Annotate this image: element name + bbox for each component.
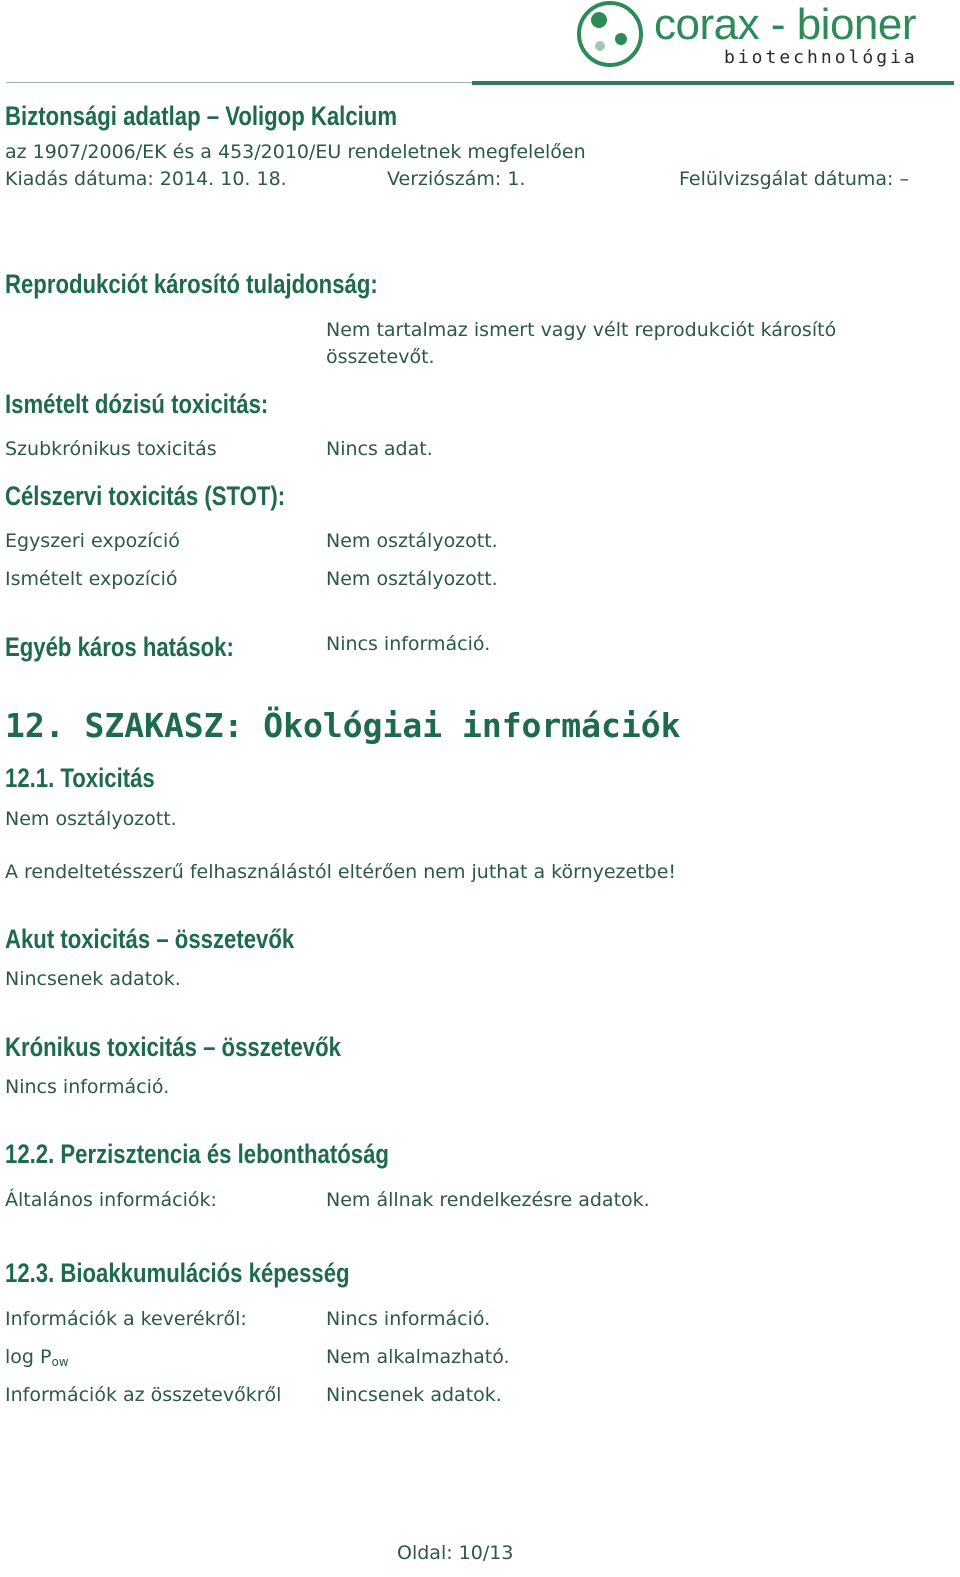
version-number: Verziószám: 1.: [387, 168, 526, 190]
toxicity-heading: 12.1. Toxicitás: [5, 763, 155, 793]
document-title: Biztonsági adatlap – Voligop Kalcium: [5, 101, 398, 131]
header-rule: [6, 82, 474, 83]
reproductive-value-line2: összetevőt.: [326, 346, 435, 368]
log-pow-value: Nem alkalmazható.: [326, 1346, 510, 1368]
general-info-label: Általános információk:: [5, 1189, 217, 1211]
chronic-toxicity-value: Nincs információ.: [5, 1076, 170, 1098]
subchronic-value: Nincs adat.: [326, 438, 433, 460]
acute-toxicity-value: Nincsenek adatok.: [5, 968, 181, 990]
acute-toxicity-heading: Akut toxicitás – összetevők: [5, 924, 295, 954]
components-info-label: Információk az összetevőkről: [5, 1384, 282, 1406]
single-exposure-value: Nem osztályozott.: [326, 530, 498, 552]
page-number: Oldal: 10/13: [397, 1542, 514, 1564]
repeated-exposure-value: Nem osztályozott.: [326, 568, 498, 590]
repeated-dose-heading: Ismételt dózisú toxicitás:: [5, 389, 269, 419]
section-12-heading: 12. SZAKASZ: Ökológiai információk: [5, 706, 681, 745]
bioaccumulation-heading: 12.3. Bioakkumulációs képesség: [5, 1258, 350, 1288]
issue-date: Kiadás dátuma: 2014. 10. 18.: [5, 168, 287, 190]
persistence-heading: 12.2. Perzisztencia és lebonthatóság: [5, 1139, 389, 1169]
other-effects-heading: Egyéb káros hatások:: [5, 632, 234, 662]
single-exposure-label: Egyszeri expozíció: [5, 530, 180, 552]
environment-note: A rendeltetésszerű felhasználástól eltérően nem juthat a környezetbe!: [5, 861, 677, 883]
mixture-info-value: Nincs információ.: [326, 1308, 491, 1330]
logo-tagline-text: biotechnológia: [724, 47, 918, 68]
other-effects-value: Nincs információ.: [326, 633, 491, 655]
subchronic-label: Szubkrónikus toxicitás: [5, 438, 217, 460]
regulation-text: az 1907/2006/EK és a 453/2010/EU rendeletnek megfelelően: [5, 141, 586, 163]
logo-brand-text: corax - bioner: [654, 0, 917, 49]
reproductive-heading: Reprodukciót károsító tulajdonság:: [5, 269, 378, 299]
review-date: Felülvizsgálat dátuma: –: [679, 168, 909, 190]
chronic-toxicity-heading: Krónikus toxicitás – összetevők: [5, 1032, 341, 1062]
log-pow-subscript: ow: [51, 1355, 69, 1369]
logo-circle-icon: [574, 0, 646, 70]
repeated-exposure-label: Ismételt expozíció: [5, 568, 178, 590]
components-info-value: Nincsenek adatok.: [326, 1384, 502, 1406]
toxicity-value: Nem osztályozott.: [5, 808, 177, 830]
log-pow-label: [5, 1346, 69, 1369]
reproductive-value-line1: Nem tartalmaz ismert vagy vélt reprodukciót károsító: [326, 319, 837, 341]
header-accent-rule: [472, 81, 954, 85]
general-info-value: Nem állnak rendelkezésre adatok.: [326, 1189, 650, 1211]
stot-heading: Célszervi toxicitás (STOT):: [5, 481, 286, 511]
log-pow-main: log P: [5, 1346, 52, 1368]
mixture-info-label: Információk a keverékről:: [5, 1308, 247, 1330]
